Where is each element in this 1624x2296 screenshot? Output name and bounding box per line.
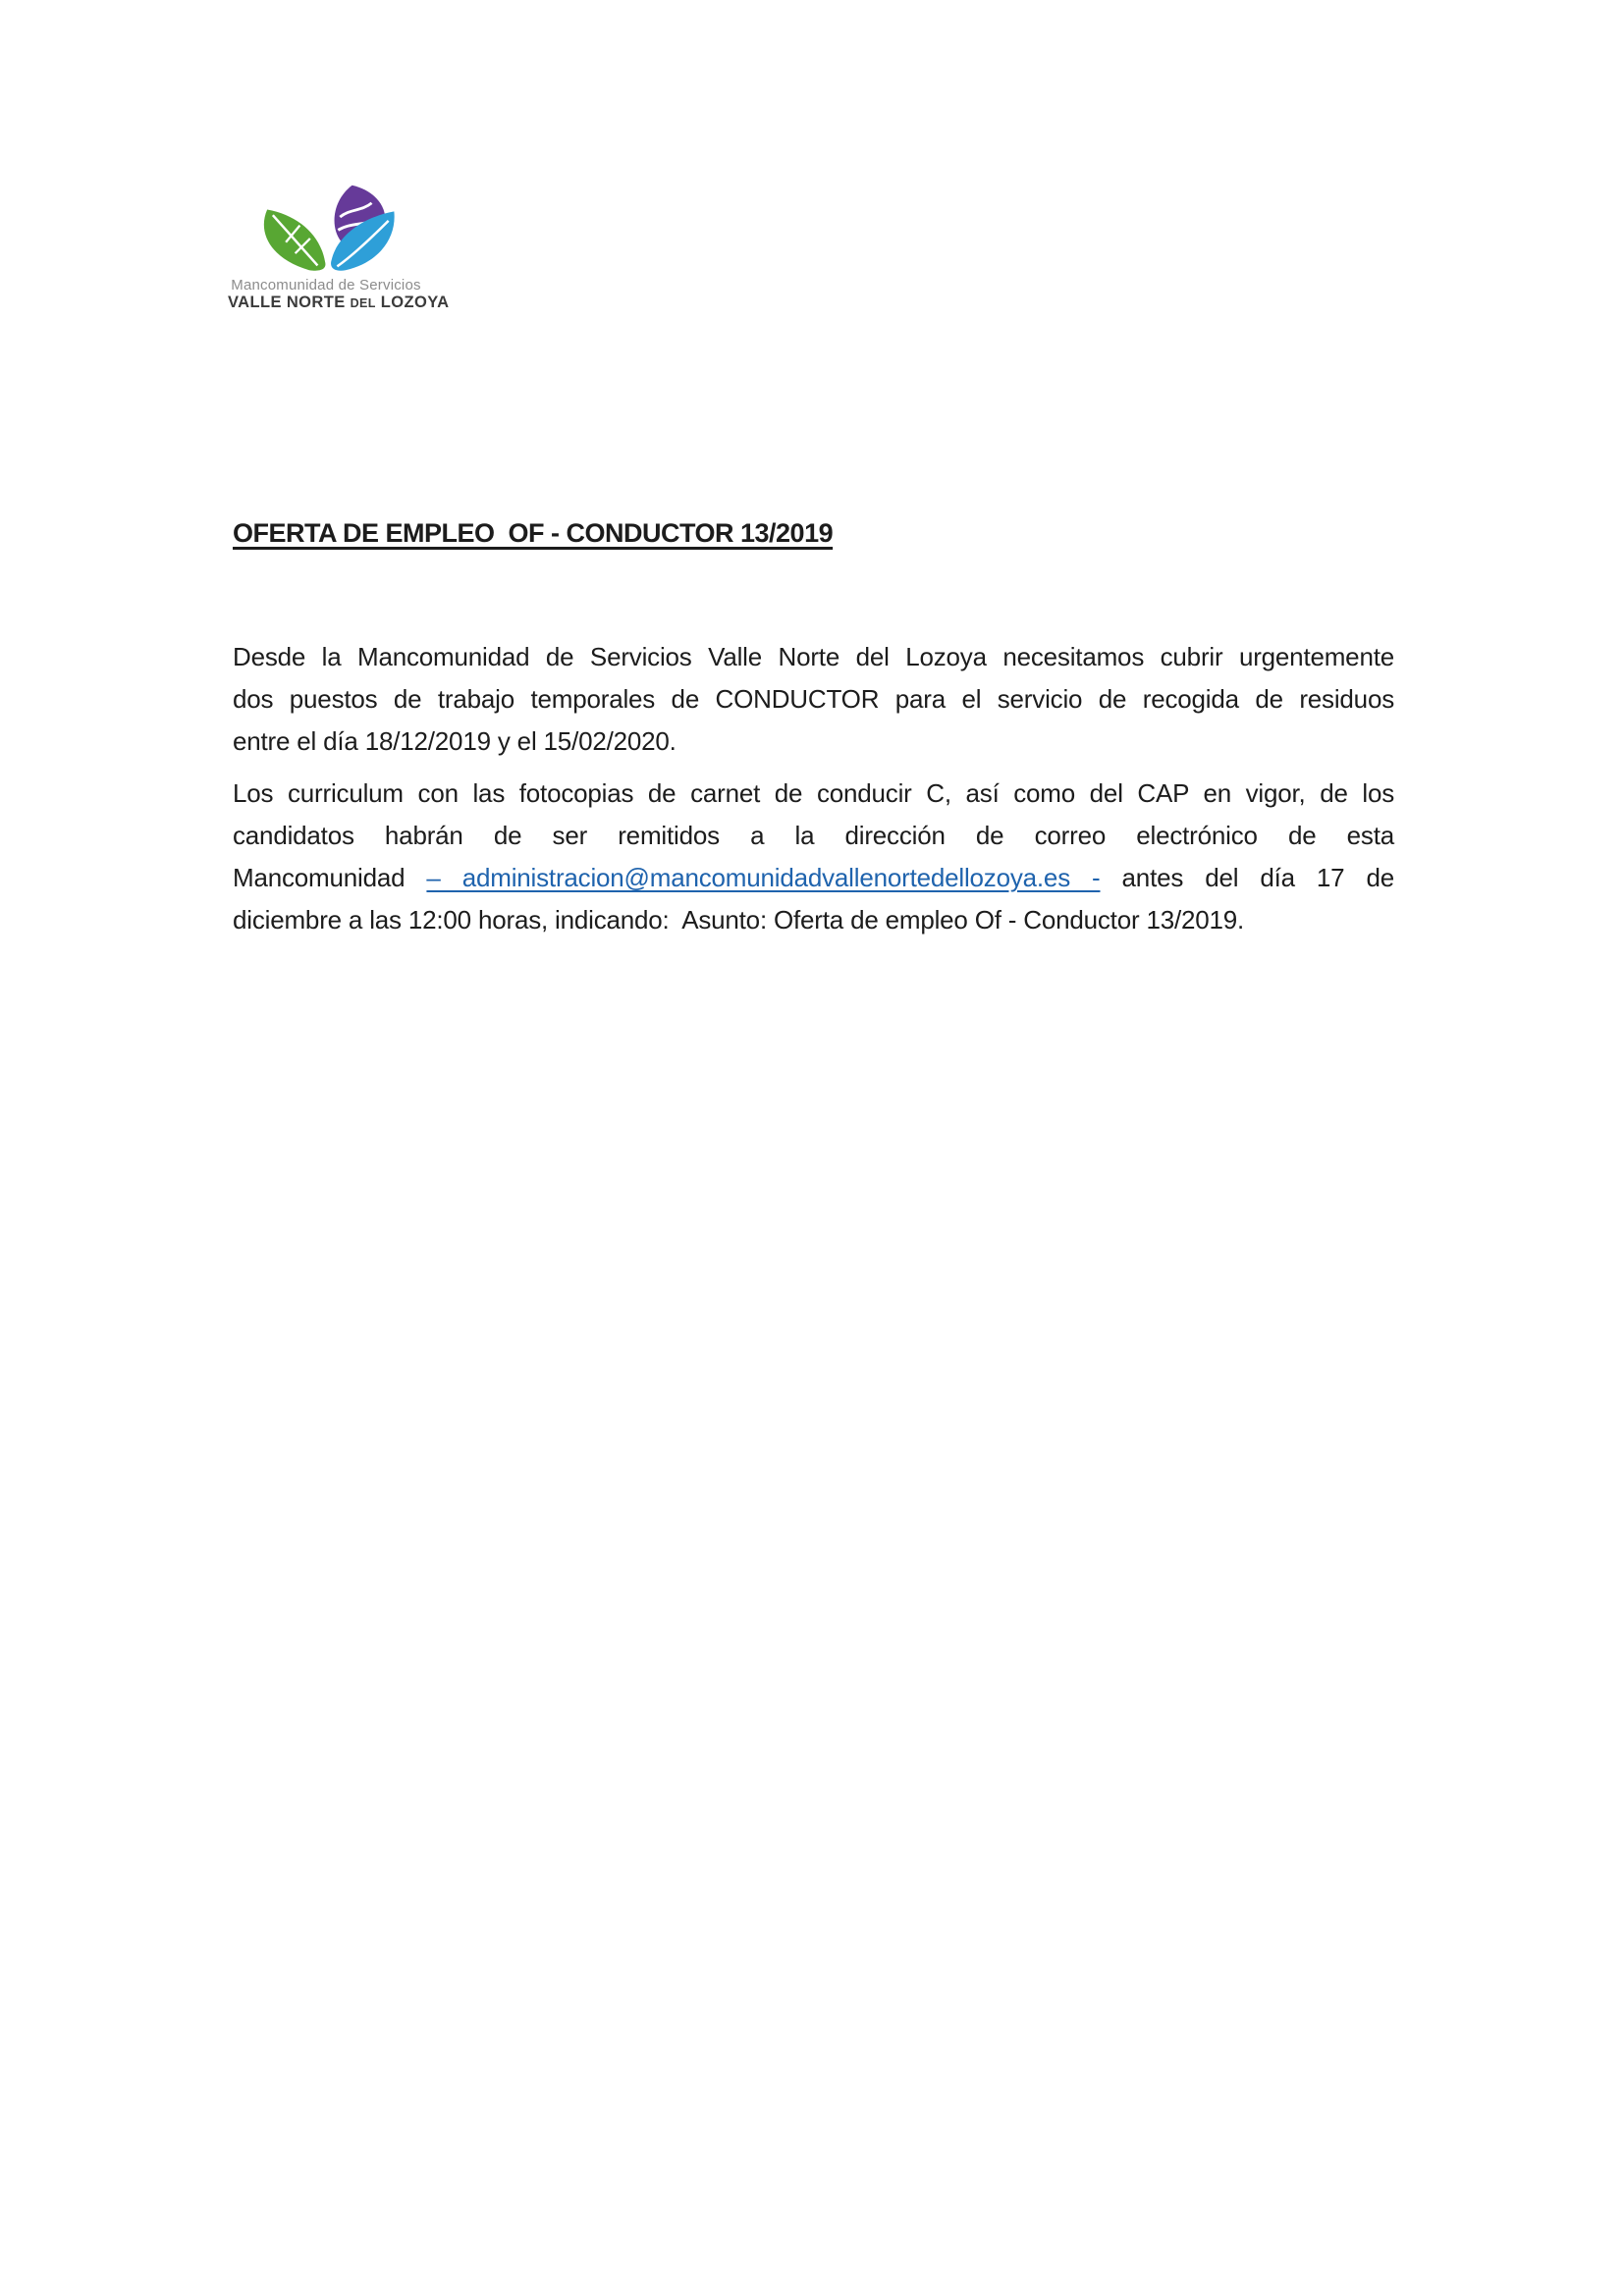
document-body: [233, 636, 1394, 941]
org-logo: [228, 183, 450, 313]
paragraph-1-line-1: Desde la Mancomunidad de Servicios Valle Norte del Lozoya necesitamos cubrir urgentemente: [233, 642, 1394, 671]
paragraph-1-line-3: entre el día 18/12/2019 y el 15/02/2020.: [233, 726, 677, 756]
paragraph-2-line-3: [233, 857, 1394, 899]
paragraph-2-line-4: diciembre a las 12:00 horas, indicando: Asunto: Oferta de empleo Of - Conductor 13/2019.: [233, 905, 1245, 934]
paragraph-2-line-1: Los curriculum con las fotocopias de carnet de conducir C, así como del CAP en vigor, de los: [233, 778, 1394, 808]
logo-subtitle: Mancomunidad de Servicios: [231, 277, 421, 294]
three-leaves-icon: [251, 183, 401, 273]
paragraph-1: [233, 636, 1394, 763]
paragraph-2-line-2: candidatos habrán de ser remitidos a la dirección de correo electrónico de esta: [233, 821, 1394, 850]
document-title: OFERTA DE EMPLEO OF - CONDUCTOR 13/2019: [233, 518, 834, 548]
logo-title-del: DEL: [350, 296, 376, 310]
paragraph-1-line-2: dos puestos de trabajo temporales de CONDUCTOR para el servicio de recogida de residuos: [233, 684, 1394, 714]
paragraph-2-line-3-post: antes del día 17 de: [1100, 863, 1394, 892]
logo-title-left: VALLE NORTE: [228, 294, 351, 311]
paragraph-2: [233, 773, 1394, 941]
paragraph-2-line-3-pre: Mancomunidad: [233, 863, 427, 892]
email-link[interactable]: – administracion@mancomunidadvallenortedellozoya.es -: [426, 863, 1101, 892]
logo-title: [228, 294, 450, 313]
logo-title-right: LOZOYA: [375, 294, 450, 311]
